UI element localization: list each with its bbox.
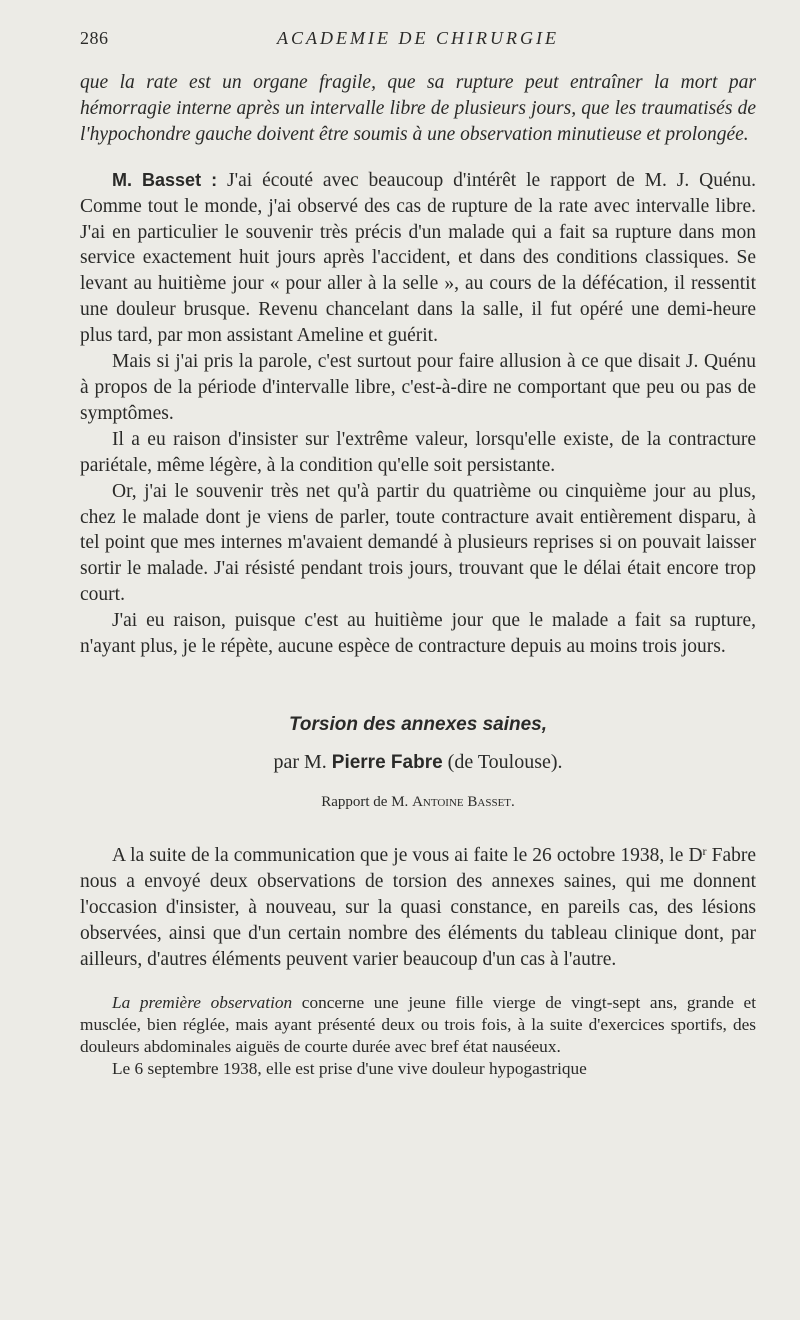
- paragraph: Il a eu raison d'insister sur l'extrême valeur, lorsqu'elle existe, de la contracture pariétale, même légère, à la condition qu'elle soit persistante.: [80, 428, 756, 476]
- article-title: Torsion des annexes saines,: [288, 713, 547, 735]
- paragraph-intro: [80, 843, 756, 973]
- paragraph-text: Fabre nous a envoyé deux observations de torsion des annexes saines, qui me donnent l'occasion d'insister, à nouveau, sur la quasi constance, en pareils cas, des lésions observées, ainsi que d'un certain nombre des éléments du tableau clinique dont, par ailleurs, d'autres éléments peuvent varier beaucoup d'un cas à l'autre.: [80, 844, 756, 970]
- byline-suffix: (de Toulouse).: [442, 750, 563, 773]
- paragraph-basset: [80, 168, 756, 349]
- paragraph: Mais si j'ai pris la parole, c'est surtout pour faire allusion à ce que disait J. Quénu à propos de la période d'intervalle libre, c'est-à-dire ne comportant que peu ou pas de symptômes.: [80, 351, 756, 424]
- article-byline: [80, 748, 756, 777]
- paragraph-text: concerne une jeune fille vierge de vingt-sept ans, grande et musclée, bien réglée, mais ayant présenté deux ou trois fois, à la suite d'exercices sportifs, des douleurs abdominales aiguës de courte durée avec bref état nauséeux.: [80, 993, 756, 1057]
- report-line: [80, 791, 756, 813]
- speaker-name: M. Basset :: [112, 169, 218, 190]
- report-name: Antoine Basset.: [412, 793, 515, 810]
- report-prefix: Rapport de M.: [321, 793, 413, 810]
- author-name: Pierre Fabre: [331, 751, 443, 773]
- paragraph-observation-cont: Le 6 septembre 1938, elle est prise d'une vive douleur hypogastrique: [112, 1058, 587, 1078]
- byline-prefix: par M.: [273, 750, 332, 773]
- page-number: 286: [80, 28, 109, 48]
- paragraph: J'ai eu raison, puisque c'est au huitième jour que le malade a fait sa rupture, n'ayant plus, je le répète, aucune espèce de contracture depuis au moins trois jours.: [80, 610, 756, 658]
- page-header: [80, 28, 756, 54]
- observation-label: La première observation: [112, 993, 293, 1013]
- running-title: ACADEMIE DE CHIRURGIE: [277, 28, 559, 48]
- superscript: r: [702, 843, 707, 858]
- page-body: [80, 70, 756, 1080]
- paragraph-observation: [80, 992, 756, 1057]
- paragraph-text: A la suite de la communication que je vous ai faite le 26 octobre 1938, le D: [112, 844, 703, 866]
- paragraph-text: J'ai écouté avec beaucoup d'intérêt le rapport de M. J. Quénu. Comme tout le monde, j'ai observé des cas de rupture de la rate avec intervalle libre. J'ai en particulier le souvenir très précis d'un malade qui a fait sa rupture dans mon service exactement huit jours après l'accident, et dans des conditions classiques. Se levant au huitième jour « pour aller à la selle », au cours de la défécation, il ressentit une douleur brusque. Revenu chancelant dans la salle, il fut opéré une demi-heure plus tard, par mon assistant Ameline et guérit.: [80, 169, 757, 347]
- paragraph-continuation: que la rate est un organe fragile, que sa rupture peut entraîner la mort par hémorragie interne après un intervalle libre de plusieurs jours, que les traumatisés de l'hypochondre gauche doivent être soumis à une observation minutieuse et prolongée.: [80, 72, 756, 145]
- paragraph: Or, j'ai le souvenir très net qu'à partir du quatrième ou cinquième jour au plus, chez le malade dont je viens de parler, toute contracture avait entièrement disparu, à tel point que mes internes m'avaient demandé à plusieurs reprises si on pouvait laisser sortir le malade. J'ai résisté pendant trois jours, trouvant que le délai était encore trop court.: [80, 480, 756, 606]
